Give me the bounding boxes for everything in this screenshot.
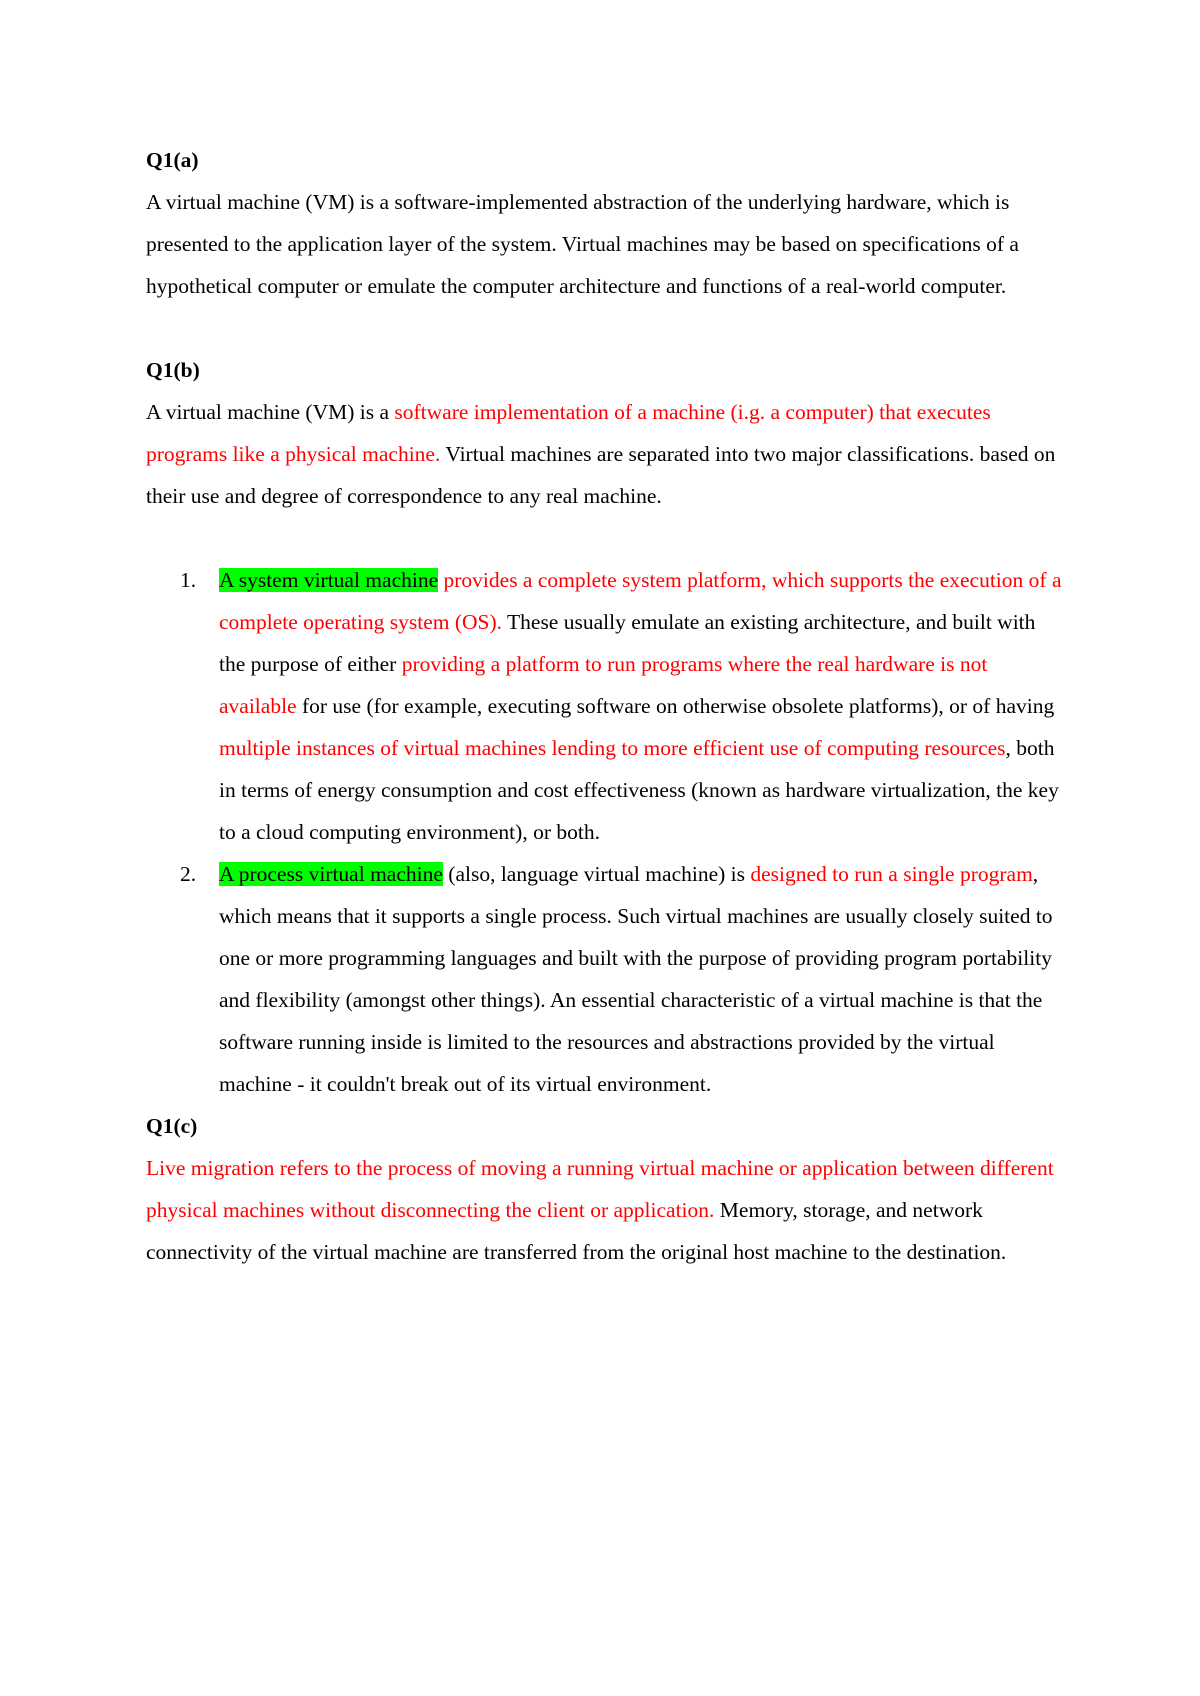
list-item-process-vm — [146, 853, 1066, 1105]
body-text: (also, language virtual machine) is — [442, 862, 751, 886]
document-page — [146, 139, 1066, 1273]
q1b-intro-paragraph — [146, 391, 1066, 517]
body-text: These usually emulate an existing architecture, and built with the purpose of either — [219, 610, 1036, 676]
q1c-paragraph — [146, 1147, 1066, 1273]
body-text: for use (for example, executing software on otherwise obsolete platforms), or of having — [296, 694, 1055, 718]
q1c-red-text: Live migration refers to the process of moving a running virtual machine or application between different physical machines without disconnecting the client or application. — [146, 1156, 1054, 1222]
q1b-intro-text-1: A virtual machine (VM) is a — [146, 400, 395, 424]
red-text: multiple instances of virtual machines lending to more efficient use of computing resources — [219, 736, 1006, 760]
vm-types-list — [146, 559, 1066, 1105]
list-item-system-vm — [146, 559, 1066, 853]
highlighted-term: A process virtual machine — [219, 862, 443, 886]
red-text: designed to run a single program — [750, 862, 1033, 886]
body-text: , which means that it supports a single process. Such virtual machines are usually closely suited to one or more programming languages and built with the purpose of providing program portability and flexibility (amongst other things). An essential characteristic of a virtual machine is that the software running inside is limited to the resources and abstractions provided by the virtual machine - it couldn't break out of its virtual environment. — [219, 862, 1053, 1096]
list-number: 1. — [180, 568, 197, 592]
q1c-body-text: Memory, storage, and network connectivity of the virtual machine are transferred from the original host machine to the destination. — [146, 1198, 1007, 1264]
red-text: provides a complete system platform, which supports the execution of a complete operating system (OS). — [219, 568, 1062, 634]
section-q1c — [146, 1105, 1066, 1273]
spacer — [146, 307, 1066, 349]
section-q1a — [146, 139, 1066, 307]
section-heading-q1c: Q1(c) — [146, 1114, 198, 1138]
red-text: providing a platform to run programs where the real hardware is not available — [219, 652, 988, 718]
q1b-intro-text-2: Virtual machines are separated into two major classifications. based on their use and degree of correspondence to any real machine. — [146, 442, 1056, 508]
q1b-intro-red-1: software implementation of a machine (i.g. a computer) that executes programs like a physical machine. — [146, 400, 991, 466]
list-number: 2. — [180, 862, 197, 886]
section-heading-q1a: Q1(a) — [146, 148, 199, 172]
body-text: , both in terms of energy consumption and cost effectiveness (known as hardware virtualization, the key to a cloud computing environment), or both. — [219, 736, 1059, 844]
highlighted-term: A system virtual machine — [219, 568, 439, 592]
section-q1b — [146, 349, 1066, 1105]
spacer — [146, 517, 1066, 559]
q1a-paragraph: A virtual machine (VM) is a software-implemented abstraction of the underlying hardware, which is presented to the application layer of the system. Virtual machines may be based on specifications of a hypothetical computer or emulate the computer architecture and functions of a real-world computer. — [146, 190, 1019, 298]
section-heading-q1b: Q1(b) — [146, 358, 200, 382]
